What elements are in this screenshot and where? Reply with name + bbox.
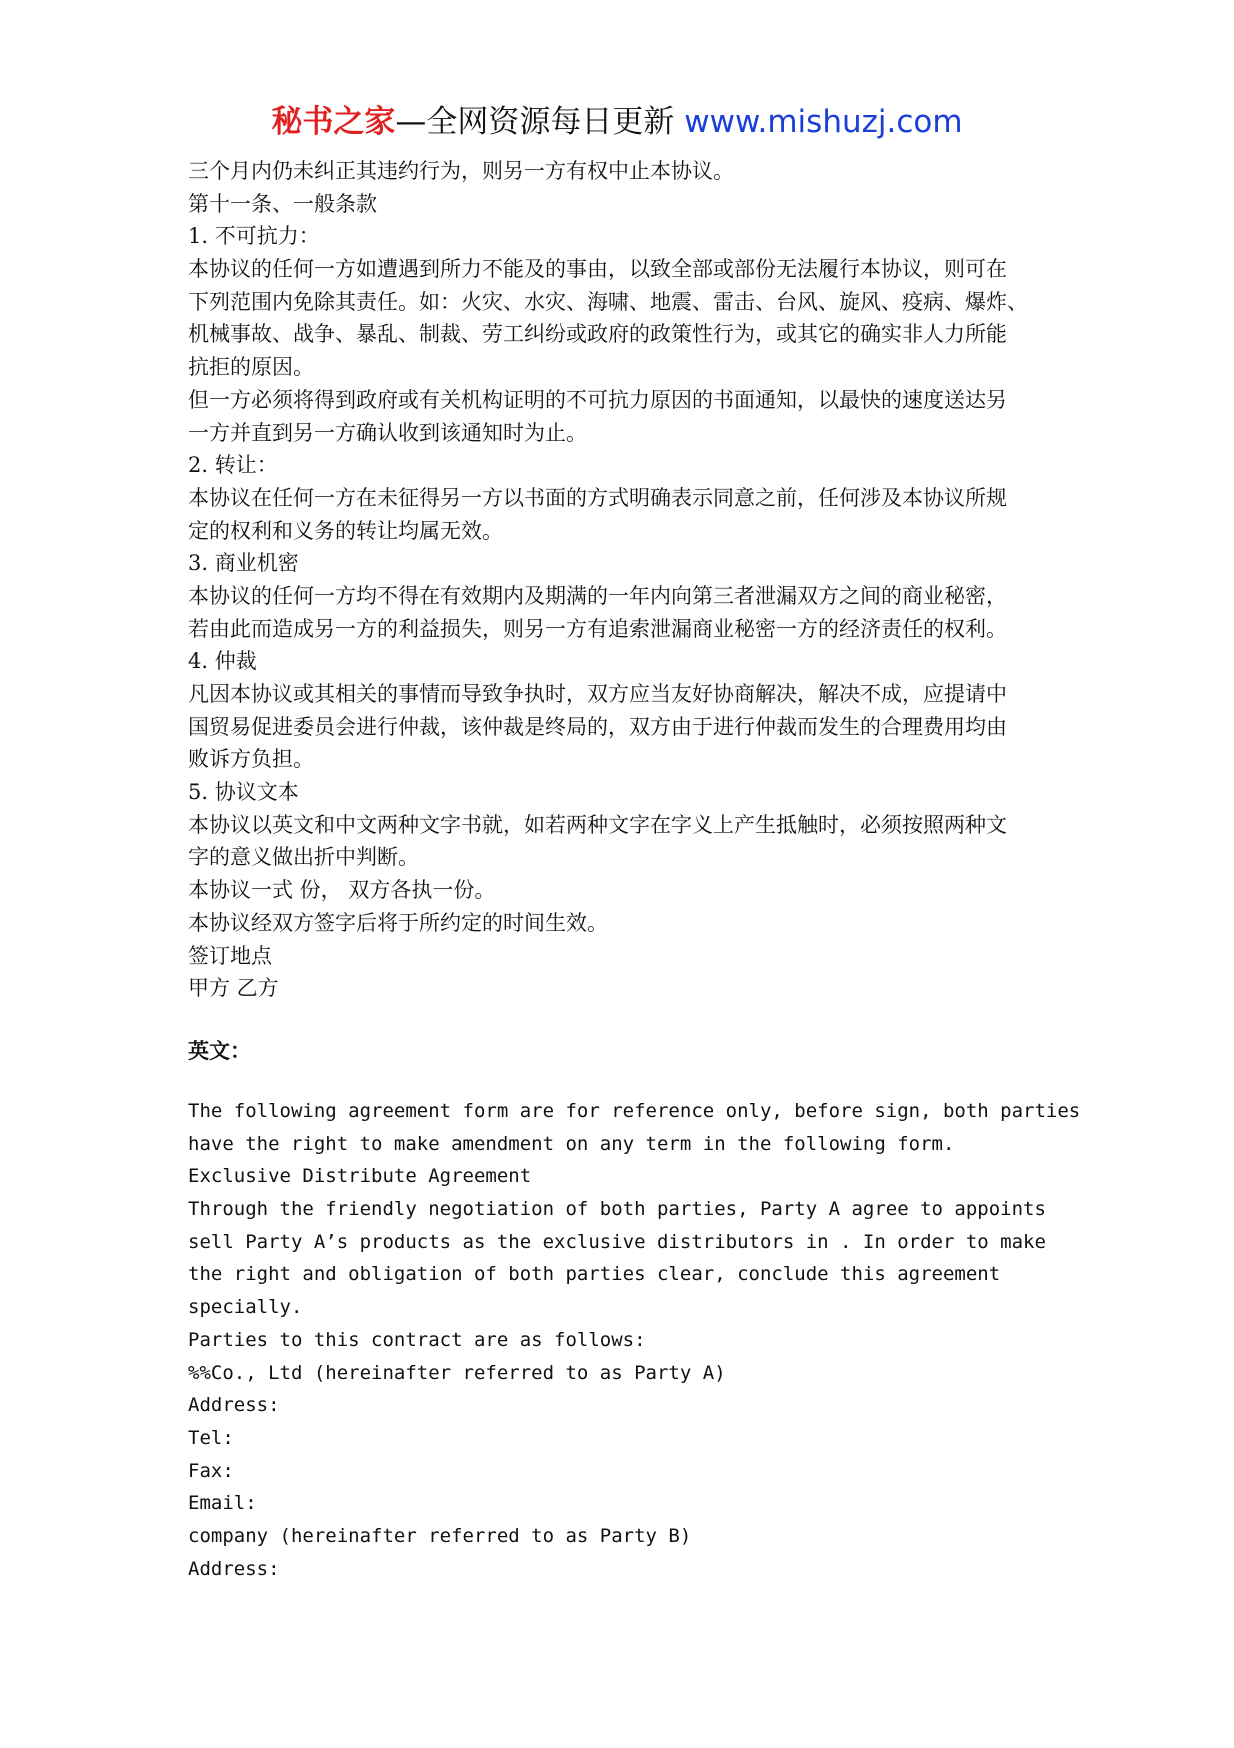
- paragraph-line: 三个月内仍未纠正其违约行为，则另一方有权中止本协议。: [188, 159, 734, 183]
- paragraph-line: 国贸易促进委员会进行仲裁，该仲裁是终局的，双方由于进行仲裁而发生的合理费用均由: [188, 714, 1007, 739]
- paragraph-line: Email:: [188, 1492, 257, 1515]
- paragraph-line: Exclusive Distribute Agreement: [188, 1165, 532, 1188]
- paragraph-line: Fax:: [188, 1459, 234, 1482]
- paragraph-line: Address:: [188, 1394, 280, 1417]
- paragraph-line: 本协议一式 份， 双方各执一份。: [188, 878, 496, 903]
- paragraph-line: 第十一条、一般条款: [188, 191, 377, 216]
- paragraph-line: 本协议的任何一方均不得在有效期内及期满的一年内向第三者泄漏双方之间的商业秘密，: [188, 583, 1007, 608]
- paragraph-line: 4. 仲裁: [188, 649, 257, 674]
- paragraph-line: Tel:: [188, 1426, 234, 1449]
- paragraph-line: 本协议在任何一方在未征得另一方以书面的方式明确表示同意之前，任何涉及本协议所规: [188, 485, 1007, 510]
- chinese-text-block: [188, 155, 1068, 1005]
- paragraph-line: %%Co., Ltd (hereinafter referred to as Party A): [188, 1361, 726, 1384]
- paragraph-line: 一方并直到另一方确认收到该通知时为止。: [188, 420, 587, 445]
- paragraph-line: company (hereinafter referred to as Party B): [188, 1524, 692, 1547]
- paragraph-line: 本协议经双方签字后将于所约定的时间生效。: [188, 910, 608, 935]
- site-brand: 秘书之家: [271, 104, 396, 140]
- paragraph-line: 甲方 乙方: [188, 976, 279, 1001]
- paragraph-line: 但一方必须将得到政府或有关机构证明的不可抗力原因的书面通知，以最快的速度送达另: [188, 387, 1007, 412]
- paragraph-line: Address:: [188, 1557, 280, 1580]
- paragraph-line: 本协议以英文和中文两种文字书就，如若两种文字在字义上产生抵触时，必须按照两种文: [188, 812, 1007, 837]
- paragraph-line: 签订地点: [188, 943, 272, 968]
- paragraph-line: Through the friendly negotiation of both parties, Party A agree to appoints: [188, 1198, 1046, 1221]
- paragraph-line: 5. 协议文本: [188, 780, 299, 805]
- paragraph-line: 下列范围内免除其责任。如：火灾、水灾、海啸、地震、雷击、台风、旋风、疫病、爆炸、: [188, 289, 1028, 314]
- paragraph-line: 凡因本协议或其相关的事情而导致争执时，双方应当友好协商解决，解决不成，应提请中: [188, 682, 1007, 706]
- paragraph-line: 抗拒的原因。: [188, 355, 314, 380]
- english-section-heading: 英文：: [188, 1039, 251, 1063]
- paragraph-line: The following agreement form are for reference only, before sign, both parties: [188, 1100, 1081, 1122]
- site-header: [0, 100, 1234, 144]
- paragraph-line: the right and obligation of both parties clear, conclude this agreement: [188, 1263, 1001, 1286]
- paragraph-line: 2. 转让：: [188, 453, 278, 478]
- paragraph-line: 字的意义做出折中判断。: [188, 845, 419, 870]
- paragraph-line: sell Party A’s products as the exclusive distributors in . In order to make: [188, 1230, 1046, 1253]
- paragraph-line: 败诉方负担。: [188, 747, 314, 772]
- site-url-link[interactable]: www.mishuzj.com: [684, 104, 963, 140]
- paragraph-line: have the right to make amendment on any term in the following form.: [188, 1132, 955, 1155]
- paragraph-line: 1. 不可抗力：: [188, 224, 320, 249]
- paragraph-line: 若由此而造成另一方的利益损失，则另一方有追索泄漏商业秘密一方的经济责任的权利。: [188, 616, 1007, 641]
- paragraph-line: 机械事故、战争、暴乱、制裁、劳工纠纷或政府的政策性行为，或其它的确实非人力所能: [188, 322, 1007, 347]
- paragraph-line: 本协议的任何一方如遭遇到所力不能及的事由，以致全部或部份无法履行本协议，则可在: [188, 257, 1007, 282]
- site-tagline: —全网资源每日更新: [395, 104, 685, 140]
- paragraph-line: 3. 商业机密: [188, 551, 299, 576]
- paragraph-line: specially.: [188, 1296, 303, 1319]
- paragraph-line: 定的权利和义务的转让均属无效。: [188, 518, 503, 543]
- english-text-block: [188, 1095, 1088, 1585]
- paragraph-line: Parties to this contract are as follows:: [188, 1328, 646, 1351]
